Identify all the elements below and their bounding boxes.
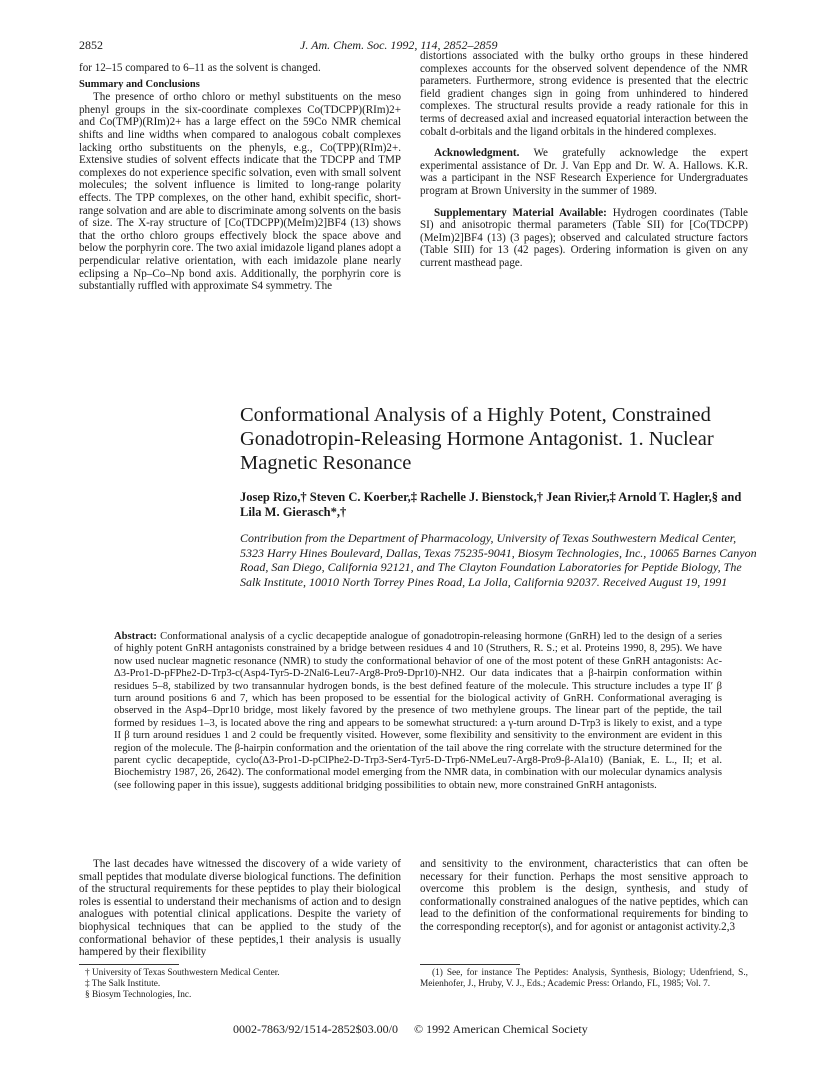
summary-continuation: distortions associated with the bulky ortho groups in these hindered complexes accounts for the observed solvent dependence of the NMR parameters. Furthermore, strong evidence is presented that the electric field gradient changes sign in going from unhindered to hindered complexes. The structural results provide a ready rationale for this in terms of decreased axial and increased equatorial interaction between the cobalt d-orbitals and the ligand orbitals in the hindered complexes. bbox=[420, 50, 748, 138]
footnote-affil-2: ‡ The Salk Institute. bbox=[85, 979, 161, 989]
article-title: Conformational Analysis of a Highly Potent, Constrained Gonadotropin-Releasing Hormone Antagonist. 1. Nuclear Magnetic Resonance bbox=[240, 404, 714, 474]
page-number: 2852 bbox=[79, 38, 103, 52]
article-authors: Josep Rizo,† Steven C. Koerber,‡ Rachelle J. Bienstock,† Jean Rivier,‡ Arnold T. Hagler,§ and Lila M. Gierasch*,† bbox=[240, 490, 742, 519]
supplementary-paragraph bbox=[420, 207, 748, 270]
abstract bbox=[114, 631, 722, 792]
page-footer bbox=[233, 1022, 588, 1037]
ack-heading: Acknowledgment. bbox=[434, 147, 520, 160]
ack-text: We gratefully acknowledge the expert experimental assistance of Dr. J. Van Epp and Dr. W. A. Hallows. K.R. was a participant in the NSF Research Experience for Undergraduates program at Brown University in the summer of 1989. bbox=[420, 147, 748, 197]
abstract-text: Conformational analysis of a cyclic decapeptide analogue of gonadotropin-releasing hormone (GnRH) led to the design of a series of highly potent GnRH antagonists constrained by a bridge between residues 4 and 10 (Struthers, R. S.; et al. Proteins 1990, 8, 295). We have now used nuclear magnetic resonance (NMR) to study the conformational behavior of one of the most potent of these GnRH antagonists: Ac-Δ3-Pro1-D-pFPhe2-D-Trp3-c(Asp4-Tyr5-D-2Nal6-Leu7-Arg8-Pro9-Dpr10)-NH2. Our data indicates that a β-hairpin conformation within residues 5–8, stabilized by two transannular hydrogen bonds, is the best defined feature of the molecule. This structure includes a type II′ β turn around positions 6 and 7, which has been proposed to be essential for the biological activity of GnRH. Conformational averaging is observed in the Asp4–Dpr10 bridge, most likely favored by the presence of two methylene groups. The linear part of the peptide, the tail formed by residues 1–3, is located above the ring and appears to be somewhat structured: a γ-turn around D-Trp3 is likely to exist, and a type II β turn around residues 1 and 2 could be frequently visited. However, some flexibility and sensitivity to the environment are evident in this region of the molecule. The β-hairpin conformation and the orientation of the tail above the ring correlate with the structure determined for the parent cyclic decapeptide, cyclo(Δ3-Pro1-D-pClPhe2-D-Trp3-Ser4-Tyr5-D-Trp6-NMeLeu7-Arg8-Pro9-β-Ala10) (Baniak, E. L., II; et al. Biochemistry 1987, 26, 2642). The conformational model emerging from the NMR data, in combination with our molecular dynamics analysis (see following paper in this issue), suggests additional bridging possibilities to obtain new, more constrained GnRH antagonists. bbox=[114, 631, 722, 791]
body-left-column bbox=[79, 858, 401, 959]
footer-copyright: © 1992 American Chemical Society bbox=[414, 1022, 588, 1036]
summary-heading: Summary and Conclusions bbox=[79, 78, 200, 90]
journal-citation: J. Am. Chem. Soc. 1992, 114, 2852–2859 bbox=[300, 38, 498, 52]
affiliation-footnotes bbox=[85, 968, 405, 1001]
contribution-affiliation: Contribution from the Department of Pharmacology, University of Texas Southwestern Medical Center, 5323 Harry Hines Boulevard, Dallas, Texas 75235-9041, Biosym Technologies, Inc., 10065 Barnes Canyon Road, San Diego, California 92121, and The Clayton Foundation Laboratories for Peptide Biology, The Salk Institute, 10010 North Torrey Pines Road, La Jolla, California 92037. Received August 19, 1991 bbox=[240, 531, 757, 589]
summary-paragraph: The presence of ortho chloro or methyl substituents on the meso phenyl groups in the six-coordinate complexes Co(TDCPP)(RIm)2+ and Co(TMP)(RIm)2+ has a large effect on the 59Co NMR chemical shifts and line widths when compared to analogous cobalt complexes lacking ortho substituents on the phenyls, e.g., Co(TPP)(RIm)2+. Extensive studies of solvent effects indicate that the TDCPP and TMP complexes do not experience specific solvation, even with small solvent molecules; the solvent influence is limited to long-range polarity effects. The TPP complexes, on the other hand, exhibit specific, short-range solvation and are able to discriminate among solvents on the basis of size. The X-ray structure of [Co(TDCPP)(MeIm)2]BF4 (13) shows that the ortho chloro groups effectively block the space above and below the porphyrin core. The two axial imidazole ligand planes adopt a perpendicular relative orientation, with each imidazole plane nearly eclipsing a Np–Co–Np bond axis. Additionally, the porphyrin core is substantially ruffled with approximate S4 symmetry. The bbox=[79, 91, 401, 293]
body-right-column bbox=[420, 858, 748, 934]
prev-article-right-column bbox=[420, 50, 748, 270]
acknowledgment-paragraph bbox=[420, 147, 748, 197]
footnote-rule-right bbox=[420, 964, 520, 965]
reference-footnote bbox=[420, 968, 748, 990]
footer-code: 0002-7863/92/1514-2852$03.00/0 bbox=[233, 1022, 398, 1036]
abstract-label: Abstract: bbox=[114, 631, 157, 642]
intro-paragraph-left: The last decades have witnessed the discovery of a wide variety of small peptides that modulate diverse biological functions. The definition of the structural requirements for these peptides to play their biological roles is essential to understand their mechanisms of action and to design analogues with potential clinical applications. Despite the variety of biophysical techniques that can be applied to the study of the conformational behavior of these peptides,1 their analysis is usually hampered by their flexibility bbox=[79, 858, 401, 959]
intro-paragraph-right: and sensitivity to the environment, characteristics that can often be necessary for their function. Perhaps the most sensitive approach to overcome this problem is the design, synthesis, and study of conformationally constrained analogues of the native peptides, which can lead to the definition of the conformational requirements for binding to the corresponding receptor(s), and for agonist or antagonist activity.2,3 bbox=[420, 858, 748, 933]
supp-text: Hydrogen coordinates (Table SI) and anisotropic thermal parameters (Table SII) for [Co(TDCPP)(MeIm)2]BF4 (13) (3 pages); observed and calculated structure factors (Table SIII) for 13 (42 pages). Ordering information is given on any current masthead page. bbox=[420, 206, 748, 269]
lead-line: for 12–15 compared to 6–11 as the solvent is changed. bbox=[79, 62, 321, 74]
footnote-ref-1: (1) See, for instance The Peptides: Analysis, Synthesis, Biology; Udenfriend, S., Meienhofer, J., Hruby, V. J., Eds.; Academic Press: Orlando, FL, 1985; Vol. 7. bbox=[420, 968, 748, 989]
footnote-affil-1: † University of Texas Southwestern Medical Center. bbox=[85, 968, 280, 978]
supp-heading: Supplementary Material Available: bbox=[434, 206, 607, 219]
footnote-rule-left bbox=[79, 964, 179, 965]
footnote-affil-3: § Biosym Technologies, Inc. bbox=[85, 990, 192, 1000]
prev-article-left-column bbox=[79, 62, 401, 293]
